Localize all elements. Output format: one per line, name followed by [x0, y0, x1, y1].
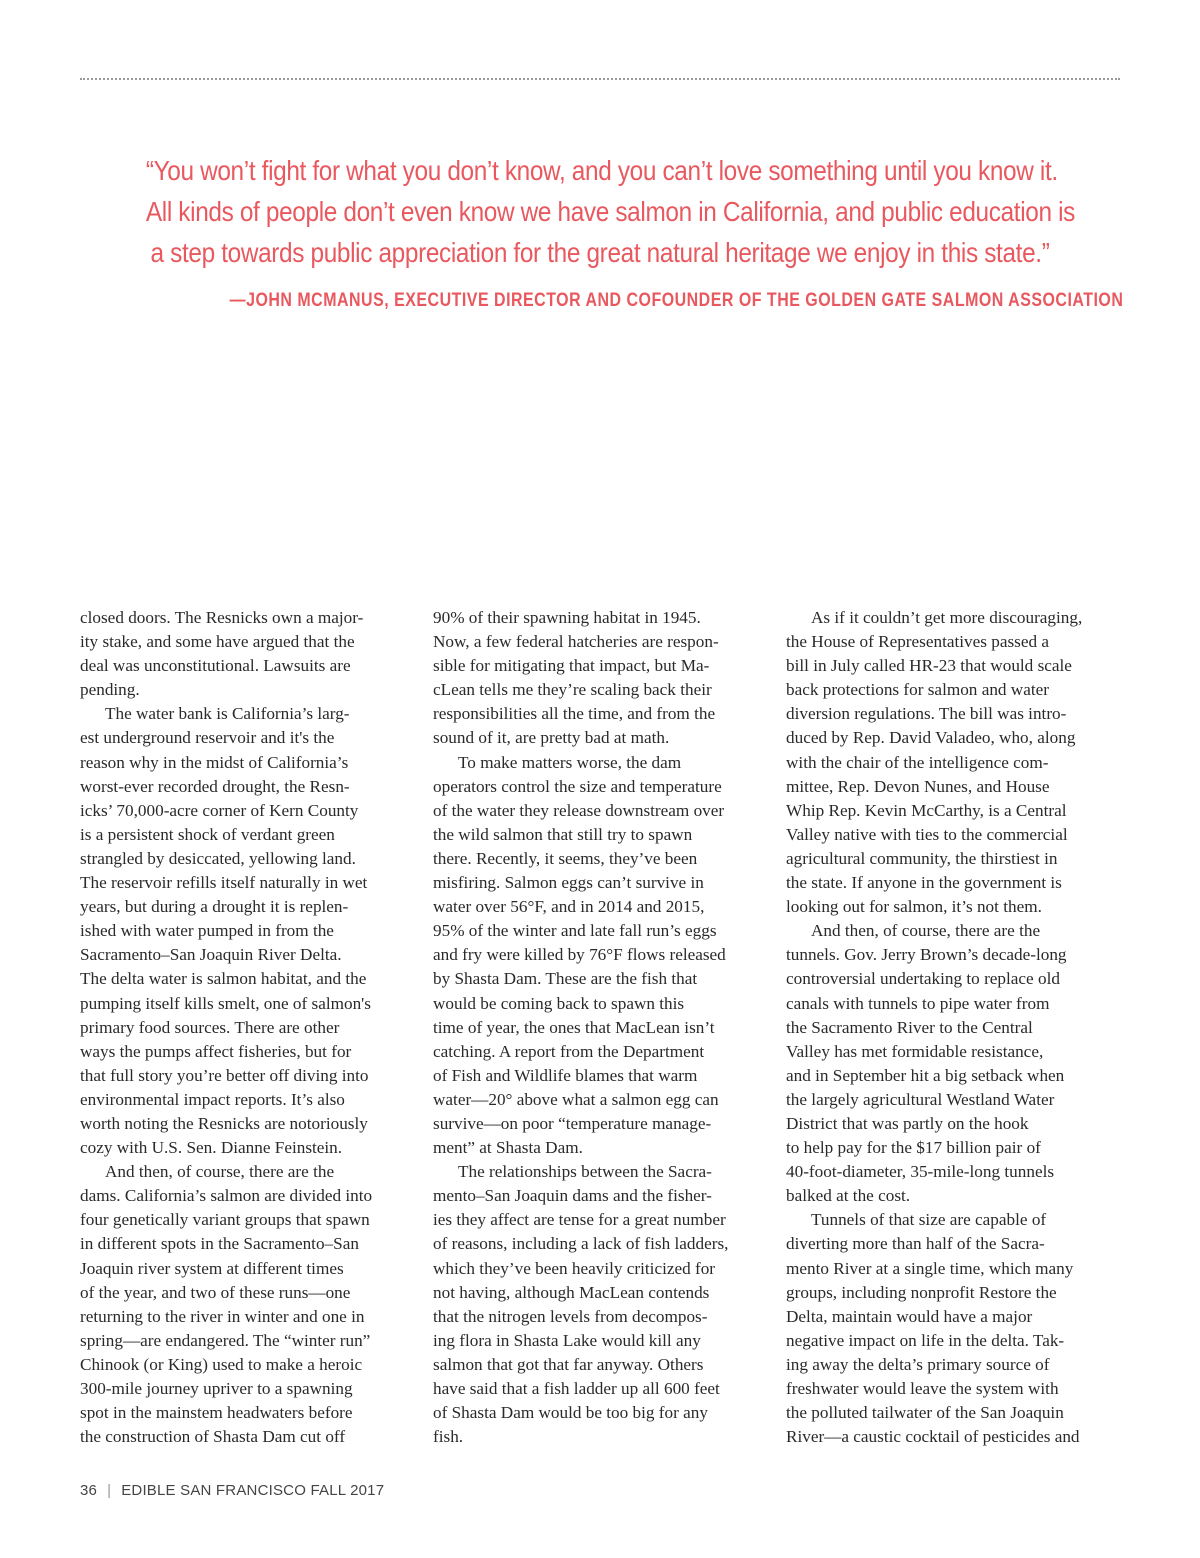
quote-attribution: —JOHN MCMANUS, EXECUTIVE DIRECTOR AND COFOUNDER OF THE GOLDEN GATE SALMON ASSOCIATION — [229, 290, 1124, 311]
text-line: in different spots in the Sacramento–San — [80, 1234, 359, 1254]
issue-label: FALL 2017 — [310, 1482, 385, 1499]
text-line: that the nitrogen levels from decompos- — [433, 1306, 708, 1326]
text-line: dams. California’s salmon are divided into — [80, 1186, 373, 1206]
text-line: ways the pumps affect fisheries, but for — [80, 1041, 352, 1061]
text-line: environmental impact reports. It’s also — [80, 1089, 345, 1109]
text-line: the largely agricultural Westland Water — [786, 1089, 1055, 1109]
text-line: and fry were killed by 76°F flows released — [433, 945, 726, 965]
text-line: the construction of Shasta Dam cut off — [80, 1427, 346, 1447]
text-line: of the water they release downstream over — [433, 800, 725, 820]
text-line: Tunnels of that size are capable of — [811, 1210, 1047, 1230]
text-line: of Shasta Dam would be too big for any — [433, 1403, 708, 1423]
text-line: ment” at Shasta Dam. — [433, 1138, 583, 1158]
text-line: Delta, maintain would have a major — [786, 1306, 1033, 1326]
text-line: mento–San Joaquin dams and the fisher- — [433, 1186, 712, 1206]
text-line: the Sacramento River to the Central — [786, 1017, 1033, 1037]
text-line: water—20° above what a salmon egg can — [433, 1089, 719, 1109]
pull-quote-line: a step towards public appreciation for the great natural heritage we enjoy in this state.” — [150, 237, 1050, 268]
text-line: tunnels. Gov. Jerry Brown’s decade-long — [786, 945, 1067, 965]
text-line: which they’ve been heavily criticized for — [433, 1258, 716, 1278]
text-line: the House of Representatives passed a — [786, 632, 1049, 652]
text-line: sound of it, are pretty bad at math. — [433, 728, 670, 748]
text-line: survive—on poor “temperature manage- — [433, 1113, 712, 1133]
text-line: returning to the river in winter and one in — [80, 1306, 365, 1326]
text-line: catching. A report from the Department — [433, 1041, 705, 1061]
text-line: water over 56°F, and in 2014 and 2015, — [433, 897, 705, 917]
text-line: cLean tells me they’re scaling back their — [433, 680, 712, 700]
text-line: mittee, Rep. Devon Nunes, and House — [786, 776, 1050, 796]
text-line: and in September hit a big setback when — [786, 1065, 1065, 1085]
text-line: looking out for salmon, it’s not them. — [786, 897, 1042, 917]
text-line: To make matters worse, the dam — [458, 752, 682, 772]
text-line: agricultural community, the thirstiest in — [786, 848, 1058, 868]
text-line: The relationships between the Sacra- — [458, 1162, 712, 1182]
text-line: by Shasta Dam. These are the fish that — [433, 969, 698, 989]
text-line: strangled by desiccated, yellowing land. — [80, 848, 356, 868]
text-line: diversion regulations. The bill was intro- — [786, 704, 1067, 724]
text-line: ity stake, and some have argued that the — [80, 632, 355, 652]
text-line: sible for mitigating that impact, but Ma- — [433, 656, 710, 676]
text-line: ing away the delta’s primary source of — [786, 1354, 1050, 1374]
text-line: duced by Rep. David Valadeo, who, along — [786, 728, 1076, 748]
text-line: years, but during a drought it is replen- — [80, 897, 349, 917]
text-line: The delta water is salmon habitat, and the — [80, 969, 367, 989]
text-line: Now, a few federal hatcheries are respon- — [433, 632, 719, 652]
pull-quote-line: “You won’t fight for what you don’t know, and you can’t love something until you know it. — [145, 155, 1058, 186]
publication-name: EDIBLE SAN FRANCISCO — [121, 1482, 307, 1499]
text-line: Whip Rep. Kevin McCarthy, is a Central — [786, 800, 1067, 820]
text-line: 40-foot-diameter, 35-mile-long tunnels — [786, 1162, 1055, 1182]
text-line: the wild salmon that still try to spawn — [433, 824, 693, 844]
page-footer — [80, 1482, 384, 1499]
text-line: with the chair of the intelligence com- — [786, 752, 1049, 772]
text-line: of the year, and two of these runs—one — [80, 1282, 351, 1302]
text-line: And then, of course, there are the — [105, 1162, 335, 1182]
text-line: groups, including nonprofit Restore the — [786, 1282, 1057, 1302]
text-line: Joaquin river system at different times — [80, 1258, 344, 1278]
text-line: freshwater would leave the system with — [786, 1379, 1059, 1398]
text-line: ing flora in Shasta Lake would kill any — [433, 1330, 701, 1350]
text-line: And then, of course, there are the — [811, 921, 1041, 941]
pull-quote — [145, 150, 1075, 273]
text-line: spot in the mainstem headwaters before — [80, 1403, 353, 1423]
page-number: 36 — [80, 1482, 98, 1499]
pull-quote-line: All kinds of people don’t even know we have salmon in California, and public education is — [145, 196, 1075, 227]
article-column-2 — [433, 606, 769, 1449]
text-line: 95% of the winter and late fall run’s eggs — [433, 921, 717, 941]
text-line: worth noting the Resnicks are notoriously — [80, 1113, 368, 1133]
footer-separator: | — [107, 1482, 112, 1499]
text-line: have said that a fish ladder up all 600 feet — [433, 1379, 720, 1398]
text-line: closed doors. The Resnicks own a major- — [80, 608, 364, 627]
text-line: cozy with U.S. Sen. Dianne Feinstein. — [80, 1138, 343, 1158]
text-line: bill in July called HR-23 that would scale — [786, 656, 1072, 676]
text-line: Chinook (or King) used to make a heroic — [80, 1354, 363, 1374]
text-line: mento River at a single time, which many — [786, 1258, 1074, 1278]
text-line: fish. — [433, 1427, 464, 1447]
text-line: Valley native with ties to the commercial — [786, 824, 1068, 844]
text-line: the state. If anyone in the government is — [786, 873, 1062, 893]
text-line: ished with water pumped in from the — [80, 921, 334, 941]
text-line: there. Recently, it seems, they’ve been — [433, 848, 698, 868]
text-line: salmon that got that far anyway. Others — [433, 1354, 704, 1374]
text-line: canals with tunnels to pipe water from — [786, 993, 1050, 1013]
text-line: balked at the cost. — [786, 1186, 911, 1206]
text-line: negative impact on life in the delta. Tak- — [786, 1330, 1065, 1350]
text-line: primary food sources. There are other — [80, 1017, 340, 1037]
text-line: reason why in the midst of California’s — [80, 752, 349, 772]
text-line: The water bank is California’s larg- — [105, 704, 350, 724]
text-line: to help pay for the $17 billion pair of — [786, 1138, 1041, 1158]
text-line: Sacramento–San Joaquin River Delta. — [80, 945, 342, 965]
text-line: not having, although MacLean contends — [433, 1282, 710, 1302]
article-column-1 — [80, 606, 416, 1449]
text-line: icks’ 70,000-acre corner of Kern County — [80, 800, 359, 820]
text-line: time of year, the ones that MacLean isn’t — [433, 1017, 715, 1037]
text-line: District that was partly on the hook — [786, 1113, 1029, 1133]
text-line: misfiring. Salmon eggs can’t survive in — [433, 873, 704, 893]
text-line: River—a caustic cocktail of pesticides and — [786, 1427, 1080, 1447]
text-line: deal was unconstitutional. Lawsuits are — [80, 656, 351, 676]
text-line: 90% of their spawning habitat in 1945. — [433, 608, 701, 627]
text-line: est underground reservoir and it's the — [80, 728, 335, 748]
text-line: The reservoir refills itself naturally in wet — [80, 873, 368, 893]
text-line: controversial undertaking to replace old — [786, 969, 1060, 989]
text-line: Valley has met formidable resistance, — [786, 1041, 1044, 1061]
text-line: operators control the size and temperature — [433, 776, 722, 796]
text-line: worst-ever recorded drought, the Resn- — [80, 776, 350, 796]
text-line: ies they affect are tense for a great number — [433, 1210, 726, 1230]
text-line: that full story you’re better off diving into — [80, 1065, 369, 1085]
text-line: is a persistent shock of verdant green — [80, 824, 335, 844]
text-line: of reasons, including a lack of fish ladders, — [433, 1234, 729, 1254]
text-line: spring—are endangered. The “winter run” — [80, 1330, 371, 1350]
text-line: four genetically variant groups that spawn — [80, 1210, 370, 1230]
text-line: 300-mile journey upriver to a spawning — [80, 1379, 353, 1398]
text-line: As if it couldn’t get more discouraging, — [811, 608, 1083, 627]
text-line: responsibilities all the time, and from the — [433, 704, 716, 724]
text-line: pending. — [80, 680, 140, 700]
text-line: back protections for salmon and water — [786, 680, 1049, 700]
article-column-3 — [786, 606, 1122, 1449]
text-line: would be coming back to spawn this — [433, 993, 685, 1013]
text-line: pumping itself kills smelt, one of salmon's — [80, 993, 371, 1013]
text-line: of Fish and Wildlife blames that warm — [433, 1065, 698, 1085]
dotted-divider — [80, 78, 1120, 80]
text-line: the polluted tailwater of the San Joaquin — [786, 1403, 1064, 1423]
text-line: diverting more than half of the Sacra- — [786, 1234, 1045, 1254]
